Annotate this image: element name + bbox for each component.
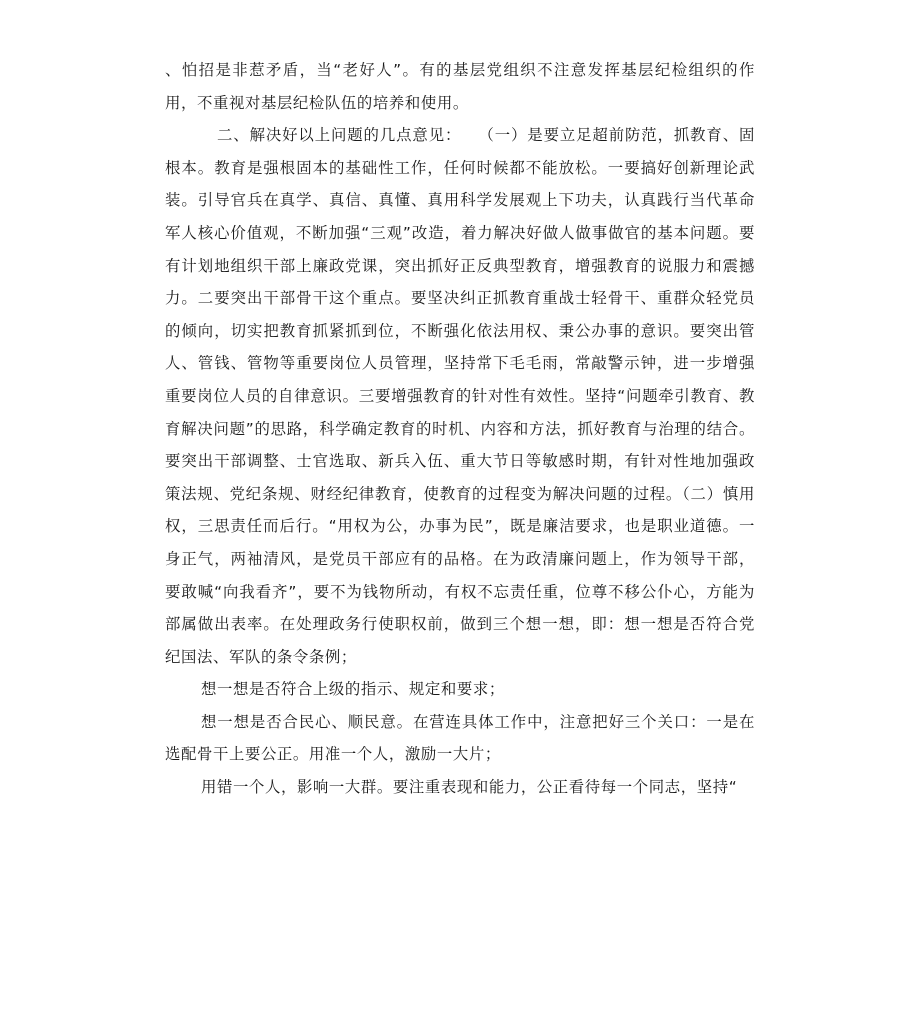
paragraph-2: 二、解决好以上问题的几点意见： （一）是要立足超前防范，抓教育、固根本。教育是强根固本的基础性工作，任何时候都不能放松。一要搞好创新理论武装。引导官兵在真学、真信、真懂、真用科学发展观上下功夫，认真践行当代革命军人核心价值观，不断加强“三观”改造，着力解决好做人做事做官的基本问题。要有计划地组织干部上廉政党课，突出抓好正反典型教育，增强教育的说服力和震撼力。二要突出干部骨干这个重点。要坚决纠正抓教育重战士轻骨干、重群众轻党员的倾向，切实把教育抓紧抓到位，不断强化依法用权、秉公办事的意识。要突出管人、管钱、管物等重要岗位人员管理，坚持常下毛毛雨，常敲警示钟，进一步增强重要岗位人员的自律意识。三要增强教育的针对性有效性。坚持“问题牵引教育、教育解决问题”的思路，科学确定教育的时机、内容和方法，抓好教育与治理的结合。要突出干部调整、士官选取、新兵入伍、重大节日等敏感时期，有针对性地加强政策法规、党纪条规、财经纪律教育，使教育的过程变为解决问题的过程。（二）慎用权，三思责任而后行。“用权为公，办事为民”，既是廉洁要求，也是职业道德。一身正气，两袖清风，是党员干部应有的品格。在为政清廉问题上，作为领导干部，要敢喊“向我看齐”，要不为钱物所动，有权不忘责任重，位尊不移公仆心，方能为部属做出表率。在处理政务行使职权前，做到三个想一想，即：想一想是否符合党纪国法、军队的条令条例；	[165, 126, 755, 666]
paragraph-1: 、怕招是非惹矛盾，当“老好人”。有的基层党组织不注意发挥基层纪检组织的作用，不重视对基层纪检队伍的培养和使用。	[165, 61, 755, 112]
paragraph-4: 想一想是否合民心、顺民意。在营连具体工作中，注意把好三个关口：一是在选配骨干上要公正。用准一个人，激励一大片；	[165, 712, 755, 764]
paragraph-3: 想一想是否符合上级的指示、规定和要求；	[201, 680, 505, 699]
paragraph-5: 用错一个人，影响一大群。要注重表现和能力，公正看待每一个同志，坚持“	[201, 778, 738, 797]
document-body	[165, 54, 755, 804]
